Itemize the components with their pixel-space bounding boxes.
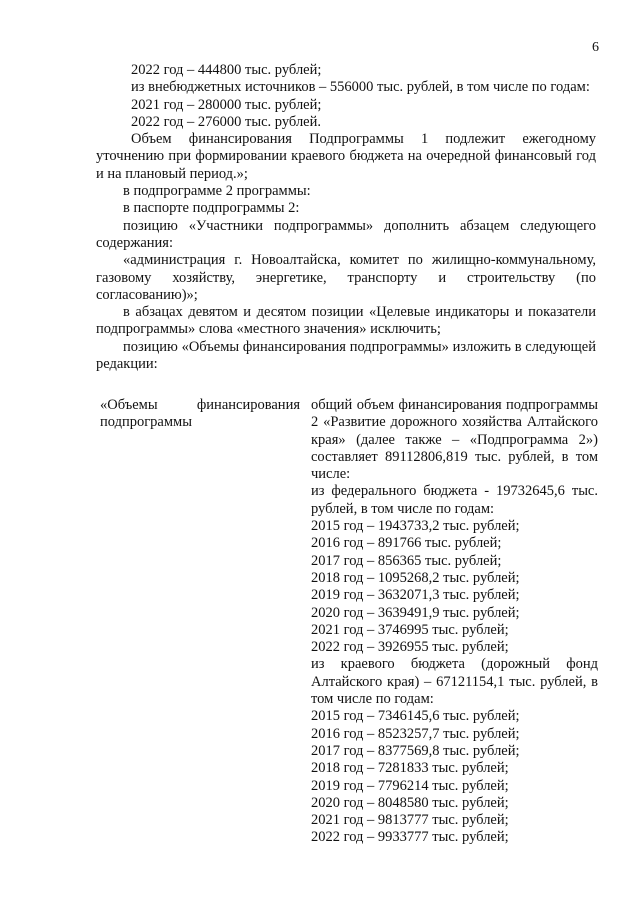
year-amount-line: 2016 год – 8523257,7 тыс. рублей;	[311, 725, 520, 742]
paragraph: в подпрограмме 2 программы:	[123, 183, 311, 200]
table-left-cell	[100, 397, 300, 432]
paragraph: из внебюджетных источников – 556000 тыс. рублей, в том числе по годам:	[131, 79, 590, 96]
paragraph: 2022 год – 276000 тыс. рублей.	[131, 113, 322, 130]
year-amount-line: 2015 год – 1943733,2 тыс. рублей;	[311, 518, 520, 535]
year-amount-line: 2020 год – 8048580 тыс. рублей;	[311, 794, 509, 811]
paragraph: позицию «Объемы финансирования подпрограммы» изложить в следующей редакции:	[96, 338, 596, 373]
paragraph: позицию «Участники подпрограммы» дополнить абзацем следующего содержания:	[96, 217, 596, 251]
table-right-cell	[311, 397, 598, 847]
year-amount-line: 2015 год – 7346145,6 тыс. рублей;	[311, 708, 520, 725]
year-amount-line: 2018 год – 1095268,2 тыс. рублей;	[311, 569, 520, 586]
financing-intro: общий объем финансирования подпрограммы 2 «Развитие дорожного хозяйства Алтайского края» (далее также – «Подпрограмма 2») составляет 89112806,819 тыс. рублей, в том числе:	[311, 397, 598, 483]
year-amount-line: 2021 год – 3746995 тыс. рублей;	[311, 621, 509, 638]
year-amount-line: 2017 год – 8377569,8 тыс. рублей;	[311, 742, 520, 759]
year-amount-line: 2018 год – 7281833 тыс. рублей;	[311, 760, 509, 777]
left-cell-line	[100, 397, 300, 414]
left-cell-line: подпрограммы	[100, 414, 192, 431]
year-amount-line: 2017 год – 856365 тыс. рублей;	[311, 552, 502, 569]
left-cell-word: финансирования	[196, 397, 300, 413]
regional-budget-heading: из краевого бюджета (дорожный фонд Алтайского края) – 67121154,1 тыс. рублей, в том числе по годам:	[311, 656, 598, 708]
paragraph: 2022 год – 444800 тыс. рублей;	[131, 62, 322, 78]
paragraph: 2021 год – 280000 тыс. рублей;	[131, 96, 322, 113]
year-amount-line: 2019 год – 7796214 тыс. рублей;	[311, 777, 509, 794]
year-amount-line: 2019 год – 3632071,3 тыс. рублей;	[311, 587, 520, 604]
year-amount-line: 2020 год – 3639491,9 тыс. рублей;	[311, 604, 520, 621]
year-amount-line: 2021 год – 9813777 тыс. рублей;	[311, 812, 509, 829]
paragraph: в абзацах девятом и десятом позиции «Целевые индикаторы и показатели подпрограммы» слова «местного значения» исключить;	[96, 304, 596, 338]
paragraph: «администрация г. Новоалтайска, комитет по жилищно-коммунальному, газовому хозяйству, энергетике, транспорту и строительству (по согласованию)»;	[96, 252, 596, 303]
regional-years-list	[311, 708, 598, 846]
document-body	[96, 62, 596, 373]
year-amount-line: 2022 год – 9933777 тыс. рублей;	[311, 829, 509, 846]
page-number: 6	[592, 40, 599, 55]
year-amount-line: 2022 год – 3926955 тыс. рублей;	[311, 639, 509, 656]
year-amount-line: 2016 год – 891766 тыс. рублей;	[311, 535, 502, 552]
paragraph: в паспорте подпрограммы 2:	[123, 200, 300, 217]
federal-budget-heading: из федерального бюджета - 19732645,6 тыс. рублей, в том числе по годам:	[311, 483, 598, 517]
left-cell-word: «Объемы	[100, 397, 158, 413]
federal-years-list	[311, 518, 598, 656]
paragraph: Объем финансирования Подпрограммы 1 подлежит ежегодному уточнению при формировании краевого бюджета на очередной финансовый год и на плановый период.»;	[96, 131, 596, 182]
